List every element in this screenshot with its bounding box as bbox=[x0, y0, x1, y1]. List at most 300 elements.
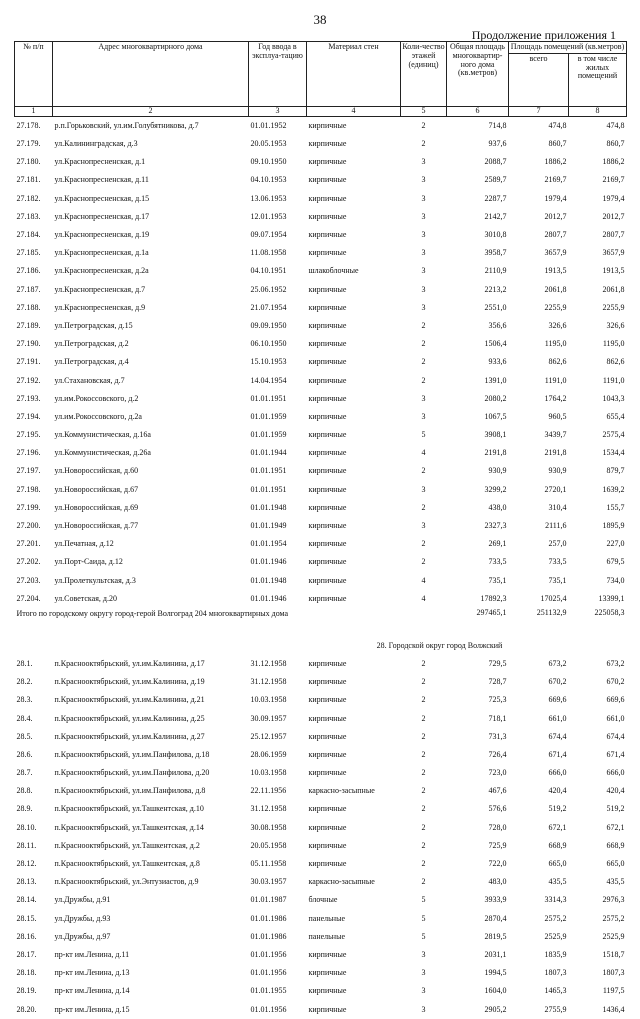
row-area-all: 1835,9 bbox=[544, 949, 567, 959]
row-number: 28.2. bbox=[16, 677, 33, 687]
row-wall-material: панельные bbox=[308, 913, 346, 923]
row-area-all: 930,9 bbox=[548, 466, 567, 476]
row-floors: 3 bbox=[421, 986, 426, 996]
row-year: 01.01.1951 bbox=[250, 466, 287, 476]
row-wall-material: кирпичные bbox=[308, 749, 347, 759]
table-row bbox=[15, 982, 627, 1000]
row-address: р.п.Горьковский, ул.им.Голубятникова, д.7 bbox=[54, 120, 199, 130]
row-area-all: 2061,8 bbox=[544, 284, 567, 294]
row-area-all: 3314,3 bbox=[544, 895, 567, 905]
table-row bbox=[15, 1000, 627, 1018]
row-floors: 2 bbox=[421, 339, 426, 349]
row-area-all: 435,5 bbox=[548, 877, 567, 887]
row-address: ул.Новороссийская, д.67 bbox=[54, 484, 139, 494]
row-total-area: 483,0 bbox=[488, 877, 507, 887]
column-number: 2 bbox=[53, 106, 249, 116]
row-area-all: 519,2 bbox=[548, 804, 567, 814]
row-number: 27.186. bbox=[16, 266, 41, 276]
row-total-area: 729,5 bbox=[488, 658, 507, 668]
header-floors: Коли-чество этажей (единиц) bbox=[401, 42, 447, 107]
row-floors: 2 bbox=[421, 804, 426, 814]
row-area-living: 1886,2 bbox=[602, 157, 625, 167]
header-area-living: в том числе жилых помещений bbox=[569, 53, 627, 106]
table-row bbox=[15, 262, 627, 280]
total-area-all-sum: 251132,9 bbox=[536, 607, 567, 617]
row-area-all: 1979,4 bbox=[544, 193, 567, 203]
table-row bbox=[15, 208, 627, 226]
row-total-area: 733,5 bbox=[488, 557, 507, 567]
table-row bbox=[15, 553, 627, 571]
row-number: 28.5. bbox=[16, 731, 33, 741]
row-floors: 2 bbox=[421, 859, 426, 869]
row-address: ул.Краснопресненская, д.2а bbox=[54, 266, 149, 276]
row-year: 01.01.1946 bbox=[250, 557, 287, 567]
row-address: ул.им.Рокоссовского, д.2 bbox=[54, 393, 139, 403]
row-total-area: 438,0 bbox=[488, 502, 507, 512]
row-address: ул.Дружбы, д.91 bbox=[54, 895, 111, 905]
row-wall-material: кирпичные bbox=[308, 430, 347, 440]
row-total-area: 2905,2 bbox=[484, 1004, 507, 1014]
page-number: 38 bbox=[313, 12, 327, 27]
row-address: ул.Петроградская, д.2 bbox=[54, 339, 129, 349]
row-area-living: 1195,0 bbox=[602, 339, 625, 349]
row-wall-material: кирпичные bbox=[308, 230, 347, 240]
row-year: 30.03.1957 bbox=[250, 877, 287, 887]
row-year: 10.03.1958 bbox=[250, 768, 287, 778]
row-area-living: 879,7 bbox=[606, 466, 625, 476]
row-area-living: 672,1 bbox=[606, 822, 625, 832]
row-area-all: 661,0 bbox=[548, 713, 567, 723]
row-total-area: 576,6 bbox=[488, 804, 507, 814]
row-number: 27.202. bbox=[16, 557, 41, 567]
row-total-area: 2031,1 bbox=[484, 949, 507, 959]
row-wall-material: шлакоблочные bbox=[308, 266, 359, 276]
row-area-living: 666,0 bbox=[606, 768, 625, 778]
row-area-living: 1043,3 bbox=[602, 393, 625, 403]
row-floors: 4 bbox=[421, 593, 426, 603]
row-total-area: 937,6 bbox=[488, 139, 507, 149]
row-address: п.Краснооктябрьский, ул.Ташкентская, д.14 bbox=[54, 822, 204, 832]
row-number: 27.187. bbox=[16, 284, 41, 294]
row-year: 20.05.1953 bbox=[250, 139, 287, 149]
row-area-living: 1518,7 bbox=[602, 949, 625, 959]
row-year: 12.01.1953 bbox=[250, 211, 287, 221]
row-wall-material: кирпичные bbox=[308, 175, 347, 185]
row-area-living: 655,4 bbox=[606, 411, 625, 421]
total-area-sum: 297465,1 bbox=[476, 607, 507, 617]
row-address: ул.Петроградская, д.15 bbox=[54, 320, 133, 330]
row-area-living: 665,0 bbox=[606, 859, 625, 869]
row-address: ул.им.Рокоссовского, д.2а bbox=[54, 411, 142, 421]
row-year: 22.11.1956 bbox=[250, 786, 287, 796]
row-total-area: 3299,2 bbox=[484, 484, 507, 494]
row-area-all: 310,4 bbox=[548, 502, 567, 512]
table-row bbox=[15, 153, 627, 171]
row-number: 28.1. bbox=[16, 658, 33, 668]
row-floors: 2 bbox=[421, 320, 426, 330]
row-total-area: 2819,5 bbox=[484, 931, 507, 941]
table-row bbox=[15, 408, 627, 426]
row-area-all: 326,6 bbox=[548, 320, 567, 330]
row-total-area: 933,6 bbox=[488, 357, 507, 367]
row-area-all: 2255,9 bbox=[544, 302, 567, 312]
row-address: ул.Дружбы, д.97 bbox=[54, 931, 111, 941]
row-area-living: 669,6 bbox=[606, 695, 625, 705]
row-wall-material: кирпичные bbox=[308, 593, 347, 603]
row-number: 28.7. bbox=[16, 768, 33, 778]
row-floors: 2 bbox=[421, 120, 426, 130]
row-area-living: 435,5 bbox=[606, 877, 625, 887]
row-area-all: 669,6 bbox=[548, 695, 567, 705]
table-row bbox=[15, 728, 627, 746]
row-address: ул.Печатная, д.12 bbox=[54, 539, 114, 549]
table-row bbox=[15, 964, 627, 982]
row-wall-material: кирпичные bbox=[308, 211, 347, 221]
row-area-living: 3657,9 bbox=[602, 248, 625, 258]
row-year: 01.01.1948 bbox=[250, 502, 287, 512]
row-area-living: 1436,4 bbox=[602, 1004, 625, 1014]
row-number: 27.188. bbox=[16, 302, 41, 312]
row-number: 27.192. bbox=[16, 375, 41, 385]
row-year: 28.06.1959 bbox=[250, 749, 287, 759]
column-number: 7 bbox=[509, 106, 569, 116]
row-total-area: 728,0 bbox=[488, 822, 507, 832]
row-wall-material: каркасно-засыпные bbox=[308, 877, 375, 887]
row-number: 27.180. bbox=[16, 157, 41, 167]
row-floors: 2 bbox=[421, 877, 426, 887]
row-floors: 2 bbox=[421, 749, 426, 759]
row-floors: 2 bbox=[421, 786, 426, 796]
row-area-living: 862,6 bbox=[606, 357, 625, 367]
header-address: Адрес многоквартирного дома bbox=[53, 42, 249, 107]
row-wall-material: каркасно-засыпные bbox=[308, 786, 375, 796]
row-year: 11.08.1958 bbox=[250, 248, 287, 258]
row-year: 14.04.1954 bbox=[250, 375, 287, 385]
table-row bbox=[15, 590, 627, 608]
row-total-area: 3958,7 bbox=[484, 248, 507, 258]
row-total-area: 2110,9 bbox=[484, 266, 507, 276]
row-year: 13.06.1953 bbox=[250, 193, 287, 203]
row-total-area: 731,3 bbox=[488, 731, 507, 741]
row-wall-material: кирпичные bbox=[308, 484, 347, 494]
row-floors: 2 bbox=[421, 139, 426, 149]
row-address: ул.Коммунистическая, д.26а bbox=[54, 448, 151, 458]
row-floors: 3 bbox=[421, 211, 426, 221]
row-area-all: 2575,2 bbox=[544, 913, 567, 923]
row-total-area: 2191,8 bbox=[484, 448, 507, 458]
row-number: 27.203. bbox=[16, 575, 41, 585]
row-total-area: 725,9 bbox=[488, 840, 507, 850]
row-area-living: 2255,9 bbox=[602, 302, 625, 312]
row-area-living: 1191,0 bbox=[602, 375, 625, 385]
row-area-living: 673,2 bbox=[606, 658, 625, 668]
row-area-all: 1465,3 bbox=[544, 986, 567, 996]
row-wall-material: кирпичные bbox=[308, 840, 347, 850]
row-year: 06.10.1950 bbox=[250, 339, 287, 349]
table-row bbox=[15, 855, 627, 873]
row-area-all: 3439,7 bbox=[544, 430, 567, 440]
row-number: 27.200. bbox=[16, 521, 41, 531]
row-year: 09.10.1950 bbox=[250, 157, 287, 167]
row-total-area: 1067,5 bbox=[484, 411, 507, 421]
row-area-all: 474,8 bbox=[548, 120, 567, 130]
row-floors: 3 bbox=[421, 175, 426, 185]
row-total-area: 1506,4 bbox=[484, 339, 507, 349]
row-area-living: 1197,5 bbox=[602, 986, 625, 996]
row-number: 28.20. bbox=[16, 1004, 37, 1014]
row-year: 01.01.1946 bbox=[250, 593, 287, 603]
table-row bbox=[15, 571, 627, 589]
row-year: 25.12.1957 bbox=[250, 731, 287, 741]
table-row bbox=[15, 782, 627, 800]
row-number: 27.195. bbox=[16, 430, 41, 440]
header-year: Год ввода в эксплуа-тацию bbox=[249, 42, 307, 107]
row-year: 09.07.1954 bbox=[250, 230, 287, 240]
row-floors: 3 bbox=[421, 393, 426, 403]
row-area-all: 671,4 bbox=[548, 749, 567, 759]
column-number: 4 bbox=[307, 106, 401, 116]
row-address: п.Краснооктябрьский, ул.Ташкентская, д.10 bbox=[54, 804, 204, 814]
row-area-living: 1534,4 bbox=[602, 448, 625, 458]
row-area-all: 1913,5 bbox=[544, 266, 567, 276]
table-row bbox=[15, 909, 627, 927]
row-number: 27.181. bbox=[16, 175, 41, 185]
table-row bbox=[15, 171, 627, 189]
row-floors: 3 bbox=[421, 266, 426, 276]
row-wall-material: кирпичные bbox=[308, 375, 347, 385]
row-year: 01.01.1948 bbox=[250, 575, 287, 585]
row-address: пр-кт им.Ленина, д.13 bbox=[54, 968, 130, 978]
row-year: 04.10.1953 bbox=[250, 175, 287, 185]
row-address: пр-кт им.Ленина, д.15 bbox=[54, 1004, 130, 1014]
table-row bbox=[15, 462, 627, 480]
row-area-all: 2525,9 bbox=[544, 931, 567, 941]
row-area-living: 2575,2 bbox=[602, 913, 625, 923]
row-address: ул.Стахановская, д.7 bbox=[54, 375, 125, 385]
row-floors: 5 bbox=[421, 895, 426, 905]
row-floors: 2 bbox=[421, 731, 426, 741]
row-address: ул.Краснопресненская, д.1 bbox=[54, 157, 146, 167]
row-address: п.Краснооктябрьский, ул.им.Калинина, д.17 bbox=[54, 658, 205, 668]
row-total-area: 1604,0 bbox=[484, 986, 507, 996]
row-wall-material: кирпичные bbox=[308, 284, 347, 294]
appendix-continuation-label: Продолжение приложения 1 bbox=[471, 28, 616, 42]
total-label: Итого по городскому округу город-герой Волгоград 204 многоквартирных дома bbox=[16, 608, 289, 618]
table-row bbox=[15, 535, 627, 553]
row-area-all: 1807,3 bbox=[544, 968, 567, 978]
row-wall-material: кирпичные bbox=[308, 193, 347, 203]
table-row bbox=[15, 335, 627, 353]
row-area-living: 2061,8 bbox=[602, 284, 625, 294]
row-total-area: 3933,9 bbox=[484, 895, 507, 905]
table-row bbox=[15, 673, 627, 691]
row-number: 28.17. bbox=[16, 949, 37, 959]
row-floors: 2 bbox=[421, 466, 426, 476]
row-floors: 3 bbox=[421, 230, 426, 240]
row-number: 27.189. bbox=[16, 320, 41, 330]
row-total-area: 3908,1 bbox=[484, 430, 507, 440]
row-year: 01.01.1956 bbox=[250, 1004, 287, 1014]
row-address: ул.Пролеткультская, д.3 bbox=[54, 575, 136, 585]
row-year: 31.12.1958 bbox=[250, 677, 287, 687]
row-total-area: 2142,7 bbox=[484, 211, 507, 221]
row-address: ул.Дружбы, д.93 bbox=[54, 913, 111, 923]
volgograd-rows bbox=[15, 116, 627, 608]
row-number: 27.185. bbox=[16, 248, 41, 258]
row-total-area: 2088,7 bbox=[484, 157, 507, 167]
row-year: 09.09.1950 bbox=[250, 320, 287, 330]
row-area-all: 1764,2 bbox=[544, 393, 567, 403]
table-row bbox=[15, 135, 627, 153]
row-wall-material: кирпичные bbox=[308, 411, 347, 421]
row-area-living: 1979,4 bbox=[602, 193, 625, 203]
row-address: ул.Краснопресненская, д.17 bbox=[54, 211, 150, 221]
row-year: 25.06.1952 bbox=[250, 284, 287, 294]
table-row bbox=[15, 317, 627, 335]
row-total-area: 930,9 bbox=[488, 466, 507, 476]
row-number: 27.201. bbox=[16, 539, 41, 549]
row-area-living: 674,4 bbox=[606, 731, 625, 741]
table-row bbox=[15, 891, 627, 909]
column-number: 5 bbox=[401, 106, 447, 116]
row-wall-material: кирпичные bbox=[308, 768, 347, 778]
row-address: ул.Новороссийская, д.77 bbox=[54, 521, 139, 531]
row-wall-material: кирпичные bbox=[308, 968, 347, 978]
row-area-all: 862,6 bbox=[548, 357, 567, 367]
column-number-row bbox=[15, 106, 627, 116]
table-row bbox=[15, 116, 627, 135]
row-floors: 4 bbox=[421, 448, 426, 458]
row-floors: 2 bbox=[421, 375, 426, 385]
row-area-all: 17025,4 bbox=[540, 593, 567, 603]
row-number: 27.193. bbox=[16, 393, 41, 403]
row-number: 27.178. bbox=[16, 120, 41, 130]
row-wall-material: кирпичные bbox=[308, 677, 347, 687]
row-wall-material: кирпичные bbox=[308, 466, 347, 476]
row-floors: 3 bbox=[421, 968, 426, 978]
row-year: 01.01.1951 bbox=[250, 393, 287, 403]
table-row bbox=[15, 371, 627, 389]
row-address: ул.Краснопресненская, д.9 bbox=[54, 302, 146, 312]
row-address: ул.Порт-Саида, д.12 bbox=[54, 557, 123, 567]
section-title: 28. Городской округ город Волжский bbox=[376, 640, 503, 650]
row-wall-material: панельные bbox=[308, 931, 346, 941]
table-row bbox=[15, 928, 627, 946]
row-floors: 5 bbox=[421, 430, 426, 440]
row-number: 27.182. bbox=[16, 193, 41, 203]
row-total-area: 725,3 bbox=[488, 695, 507, 705]
row-area-all: 668,9 bbox=[548, 840, 567, 850]
row-year: 01.01.1954 bbox=[250, 539, 287, 549]
row-number: 28.9. bbox=[16, 804, 33, 814]
row-area-living: 1639,2 bbox=[602, 484, 625, 494]
row-area-all: 1886,2 bbox=[544, 157, 567, 167]
row-year: 01.01.1956 bbox=[250, 949, 287, 959]
row-area-all: 1195,0 bbox=[544, 339, 567, 349]
row-year: 01.01.1959 bbox=[250, 430, 287, 440]
row-floors: 2 bbox=[421, 539, 426, 549]
row-address: п.Краснооктябрьский, ул.Ташкентская, д.8 bbox=[54, 859, 200, 869]
row-year: 01.01.1952 bbox=[250, 120, 287, 130]
row-number: 28.18. bbox=[16, 968, 37, 978]
row-area-all: 420,4 bbox=[548, 786, 567, 796]
row-number: 27.183. bbox=[16, 211, 41, 221]
row-address: пр-кт им.Ленина, д.11 bbox=[54, 949, 130, 959]
row-address: ул.Коммунистическая, д.16а bbox=[54, 430, 151, 440]
row-year: 30.09.1957 bbox=[250, 713, 287, 723]
row-floors: 3 bbox=[421, 157, 426, 167]
row-area-living: 2976,3 bbox=[602, 895, 625, 905]
row-area-living: 679,5 bbox=[606, 557, 625, 567]
row-year: 04.10.1951 bbox=[250, 266, 287, 276]
row-wall-material: кирпичные bbox=[308, 575, 347, 585]
row-total-area: 718,1 bbox=[488, 713, 507, 723]
row-area-all: 2169,7 bbox=[544, 175, 567, 185]
row-number: 28.3. bbox=[16, 695, 33, 705]
total-section bbox=[15, 608, 627, 655]
row-total-area: 17892,3 bbox=[480, 593, 507, 603]
row-address: п.Краснооктябрьский, ул.им.Панфилова, д.8 bbox=[54, 786, 206, 796]
row-year: 01.01.1949 bbox=[250, 521, 287, 531]
column-number: 3 bbox=[249, 106, 307, 116]
row-total-area: 726,4 bbox=[488, 749, 507, 759]
row-number: 28.10. bbox=[16, 822, 37, 832]
header-no: № п/п bbox=[15, 42, 53, 107]
row-floors: 5 bbox=[421, 913, 426, 923]
row-year: 05.11.1958 bbox=[250, 859, 287, 869]
row-number: 28.19. bbox=[16, 986, 37, 996]
row-area-living: 13399,1 bbox=[598, 593, 625, 603]
row-area-living: 474,8 bbox=[606, 120, 625, 130]
row-number: 27.196. bbox=[16, 448, 41, 458]
row-area-all: 257,0 bbox=[548, 539, 567, 549]
row-area-all: 960,5 bbox=[548, 411, 567, 421]
row-wall-material: кирпичные bbox=[308, 731, 347, 741]
row-address: п.Краснооктябрьский, ул.им.Калинина, д.25 bbox=[54, 713, 205, 723]
row-address: ул.Краснопресненская, д.11 bbox=[54, 175, 149, 185]
header-walls: Материал стен bbox=[307, 42, 401, 107]
row-total-area: 2589,7 bbox=[484, 175, 507, 185]
row-wall-material: кирпичные bbox=[308, 302, 347, 312]
row-year: 31.12.1958 bbox=[250, 658, 287, 668]
row-area-all: 2191,8 bbox=[544, 448, 567, 458]
row-year: 10.03.1958 bbox=[250, 695, 287, 705]
row-area-all: 665,0 bbox=[548, 859, 567, 869]
row-floors: 3 bbox=[421, 302, 426, 312]
row-area-all: 2012,7 bbox=[544, 211, 567, 221]
header-area-all: всего bbox=[509, 53, 569, 106]
row-total-area: 2327,3 bbox=[484, 521, 507, 531]
row-wall-material: кирпичные bbox=[308, 822, 347, 832]
row-address: пр-кт им.Ленина, д.14 bbox=[54, 986, 130, 996]
row-area-living: 227,0 bbox=[606, 539, 625, 549]
row-wall-material: кирпичные bbox=[308, 695, 347, 705]
table-row bbox=[15, 499, 627, 517]
row-area-living: 420,4 bbox=[606, 786, 625, 796]
row-wall-material: кирпичные bbox=[308, 357, 347, 367]
table-row bbox=[15, 517, 627, 535]
row-area-living: 860,7 bbox=[606, 139, 625, 149]
row-number: 28.8. bbox=[16, 786, 33, 796]
row-total-area: 3010,8 bbox=[484, 230, 507, 240]
row-area-living: 668,9 bbox=[606, 840, 625, 850]
row-year: 01.01.1955 bbox=[250, 986, 287, 996]
column-number: 8 bbox=[569, 106, 627, 116]
table-row bbox=[15, 390, 627, 408]
row-floors: 2 bbox=[421, 713, 426, 723]
row-number: 27.190. bbox=[16, 339, 41, 349]
row-area-living: 2525,9 bbox=[602, 931, 625, 941]
